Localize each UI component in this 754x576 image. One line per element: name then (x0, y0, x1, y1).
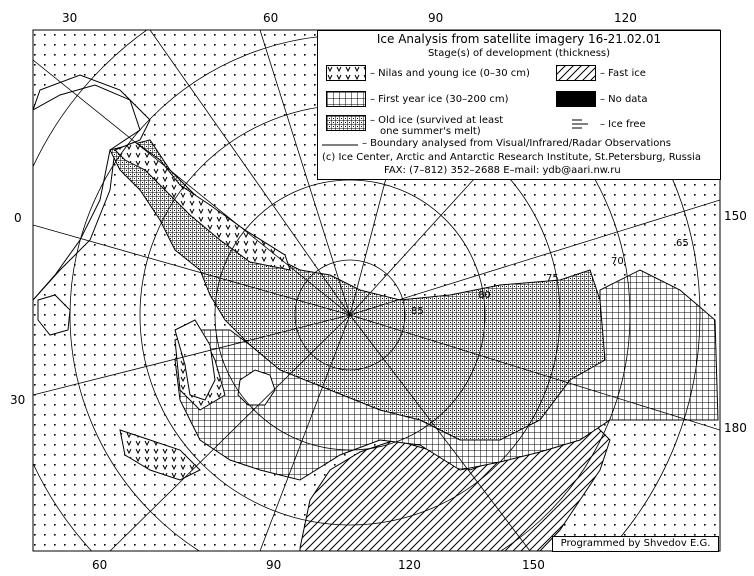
legend-box (317, 30, 721, 180)
lat-label-80: 80 (478, 290, 491, 301)
legend-boundary-label: – Boundary analysed from Visual/Infrared/Radar Observations (362, 138, 671, 149)
swatch-nilas (326, 65, 366, 81)
legend-subtitle: Stage(s) of development (thickness) (427, 48, 611, 59)
lon-label-bottom-1: 60 (92, 558, 108, 572)
lon-label-right-2: 180 (724, 421, 747, 435)
swatch-no-data (556, 91, 596, 107)
lon-label-left-1: 0 (14, 211, 22, 225)
legend-institute: (c) Ice Center, Arctic and Antarctic Research Institute, St.Petersburg, Russia (322, 152, 701, 163)
legend-nilas-label: – Nilas and young ice (0–30 cm) (370, 68, 530, 79)
lat-label-70: 70 (611, 256, 624, 267)
legend-contact: FAX: (7–812) 352–2688 E–mail: ydb@aari.nw.ru (384, 165, 621, 176)
ice-free-icon (570, 117, 590, 131)
lon-label-bottom-4: 150 (522, 558, 545, 572)
legend-title: Ice Analysis from satellite imagery 16-21.02.01 (376, 32, 662, 46)
lon-label-top-4: 120 (614, 11, 637, 25)
lat-label-75: 75 (546, 273, 559, 284)
legend-fast-ice-label: – Fast ice (600, 68, 646, 79)
legend-ice-free-label: – Ice free (600, 119, 646, 130)
lon-label-left-2: 30 (10, 393, 26, 407)
swatch-old-ice (326, 115, 366, 131)
lat-label-65: 65 (676, 238, 689, 249)
lat-label-85: 85 (411, 306, 424, 317)
lon-label-top-1: 30 (62, 11, 78, 25)
legend-first-year-label: – First year ice (30–200 cm) (370, 94, 509, 105)
credit-box: Programmed by Shvedov E.G. (552, 536, 719, 552)
lon-label-right-1: 150 (724, 209, 747, 223)
lon-label-bottom-2: 90 (266, 558, 282, 572)
lon-label-top-3: 90 (428, 11, 444, 25)
legend-old-ice-label-1: – Old ice (survived at least (370, 115, 504, 126)
boundary-line-icon (322, 143, 358, 147)
legend-no-data-label: – No data (600, 94, 648, 105)
swatch-first-year (326, 91, 366, 107)
swatch-fast-ice (556, 65, 596, 81)
legend-old-ice-label-2: one summer's melt) (380, 126, 481, 137)
lon-label-bottom-3: 120 (398, 558, 421, 572)
lon-label-top-2: 60 (263, 11, 279, 25)
